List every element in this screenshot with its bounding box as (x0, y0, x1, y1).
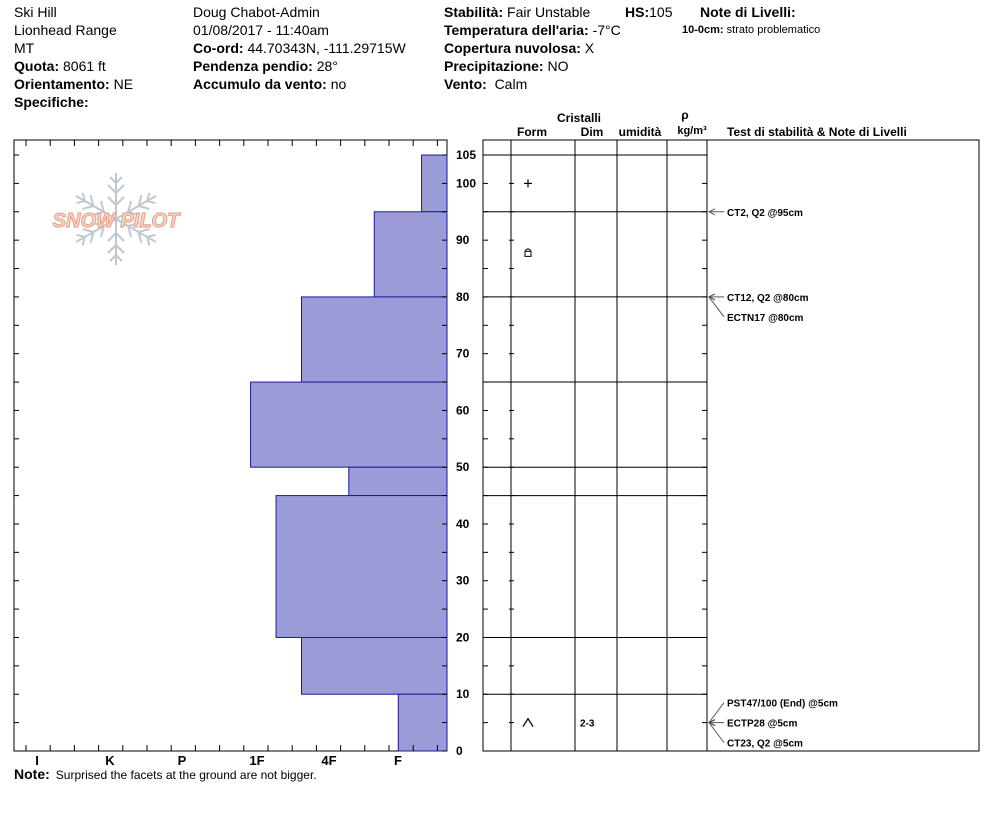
wind-loading-value: no (330, 76, 347, 92)
moisture-header: umidità (618, 125, 662, 139)
x-tick-label: P (177, 753, 187, 768)
y-tick-label: 70 (456, 346, 470, 361)
y-tick-label: 30 (456, 573, 470, 588)
coordinates-value: 44.70343N, -111.29715W (247, 40, 406, 56)
elevation-value: 8061 ft (63, 58, 106, 74)
footer-note-text: Surprised the facets at the ground are not bigger. (55, 768, 317, 782)
location-name: Ski Hill (14, 4, 57, 20)
x-tick-label: 4F (321, 753, 337, 768)
observer-name: Doug Chabot-Admin (193, 4, 320, 20)
coordinates-label: Co-ord: (193, 40, 244, 56)
footer-note-label: Note: (14, 766, 50, 782)
form-header: Form (517, 125, 547, 139)
y-tick-label: 80 (456, 289, 470, 304)
hardness-bar (349, 467, 447, 495)
x-tick-label: I (35, 753, 39, 768)
stability-test-label: CT12, Q2 @80cm (727, 292, 809, 304)
wind-loading-label: Accumulo da vento: (193, 76, 327, 92)
crystal-form-depth-hoar (523, 719, 533, 727)
dim-header: Dim (580, 125, 604, 139)
profile-table-frame (483, 140, 979, 751)
x-tick-label: K (105, 753, 115, 768)
test-arrow (709, 703, 724, 723)
state-name: MT (14, 40, 35, 56)
stability-test-label: PST47/100 (End) @5cm (727, 698, 838, 710)
range-name: Lionhead Range (14, 22, 117, 38)
test-arrow (709, 297, 724, 317)
hardness-bar (276, 496, 447, 638)
wind-value: Calm (494, 76, 528, 92)
specifics-label: Specifiche: (14, 94, 89, 110)
observation-datetime: 01/08/2017 - 11:40am (193, 22, 329, 38)
y-tick-label: 50 (456, 460, 470, 475)
hardness-bar (302, 637, 448, 694)
cloud-cover-label: Copertura nuvolosa: (444, 40, 581, 56)
stability-test-label: ECTP28 @5cm (727, 718, 798, 730)
layer-note-range: 10-0cm: (682, 24, 724, 36)
tests-header: Test di stabilità & Note di Livelli (727, 125, 907, 139)
layer-note-text: strato problematico (726, 24, 821, 36)
y-tick-label: 0 (456, 744, 463, 758)
y-tick-label: 20 (456, 630, 470, 645)
hardness-bar (398, 694, 447, 751)
wind-label: Vento: (444, 76, 487, 92)
stability-test-label: CT23, Q2 @5cm (727, 738, 803, 750)
crystal-size: 2-3 (580, 718, 595, 730)
air-temperature-label: Temperatura dell'aria: (444, 22, 589, 38)
stability-value: Fair Unstable (507, 4, 591, 20)
aspect-value: NE (113, 76, 134, 92)
x-tick-label: 1F (249, 753, 265, 768)
stability-label: Stabilità: (444, 4, 504, 20)
snow-height-value: 105 (649, 4, 673, 20)
y-tick-label: 90 (456, 233, 470, 248)
stability-test-label: ECTN17 @80cm (727, 312, 804, 324)
cloud-cover-value: X (584, 40, 595, 56)
slope-label: Pendenza pendio: (193, 58, 313, 74)
y-tick-label: 60 (456, 403, 470, 418)
footer-note (14, 766, 317, 782)
crystal-form-square (525, 251, 531, 256)
crystal-form-mixed (525, 249, 531, 257)
precipitation-label: Precipitazione: (444, 58, 544, 74)
hardness-bar (302, 297, 448, 382)
slope-value: 28° (316, 58, 338, 74)
density-symbol-header: ρ (681, 108, 689, 122)
stability-test-label: CT2, Q2 @95cm (727, 207, 803, 219)
snow-height-label: HS: (625, 4, 650, 20)
y-tick-label: 40 (456, 516, 470, 531)
hardness-bar (251, 382, 447, 467)
y-tick-label: 105 (456, 148, 477, 163)
air-temperature-value: -7°C (592, 22, 621, 38)
snowpilot-logo: SNOW PILOT (52, 210, 180, 232)
x-tick-label: F (394, 753, 402, 768)
y-tick-label: 100 (456, 176, 477, 191)
hardness-bar (374, 212, 447, 297)
y-tick-label: 10 (456, 687, 470, 702)
layer-notes-label: Note di Livelli: (700, 4, 796, 20)
precipitation-value: NO (547, 58, 569, 74)
test-arrow (709, 723, 724, 743)
crystals-header: Cristalli (556, 111, 602, 125)
aspect-label: Orientamento: (14, 76, 110, 92)
elevation-label: Quota: (14, 58, 60, 74)
density-unit-header: kg/m³ (677, 125, 707, 137)
